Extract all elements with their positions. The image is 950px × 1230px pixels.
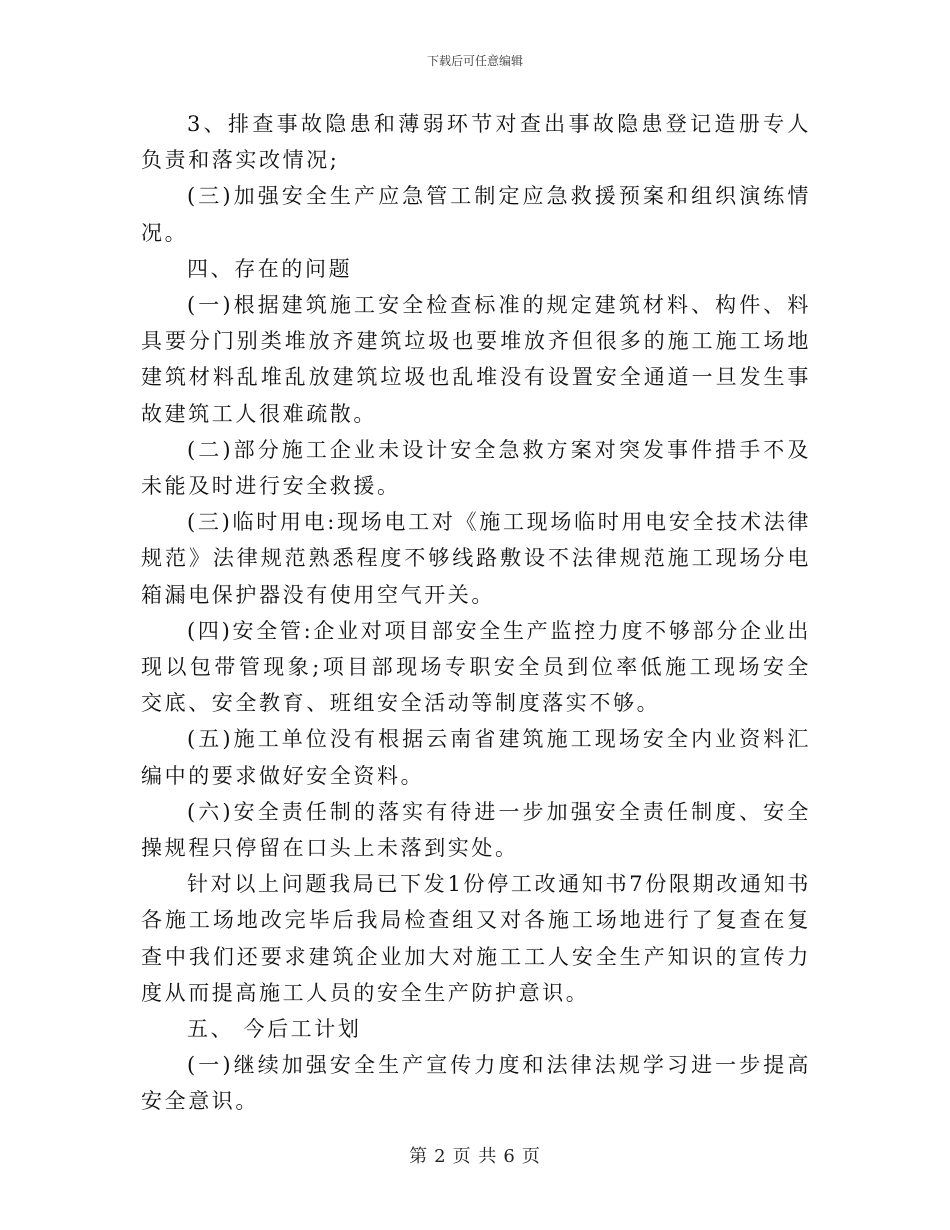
- paragraph-4: (二)部分施工企业未设计安全急救方案对突发事件措手不及未能及时进行安全救援。: [141, 437, 811, 499]
- total-pages: 6: [503, 1146, 516, 1167]
- page-footer: [0, 1142, 950, 1168]
- paragraph-3: (一)根据建筑施工安全检查标准的规定建筑材料、构件、料具要分门别类堆放齐建筑垃圾也要堆放齐但很多的施工施工场地建筑材料乱堆乱放建筑垃圾也乱堆没有设置安全通道一旦发生事故建筑工人很难疏散。: [141, 293, 811, 426]
- paragraph-7: (五)施工单位没有根据云南省建筑施工现场安全内业资料汇编中的要求做好安全资料。: [141, 727, 811, 788]
- section-heading-4: 四、存在的问题: [187, 256, 353, 281]
- paragraph-6: (四)安全管:企业对项目部安全生产监控力度不够部分企业出现以包带管现象;项目部现场专职安全员到位率低施工现场安全交底、安全教育、班组安全活动等制度落实不够。: [141, 618, 811, 716]
- paragraph-8: (六)安全责任制的落实有待进一步加强安全责任制度、安全操规程只停留在口头上未落到实处。: [141, 799, 811, 861]
- paragraph-1: 3、排查事故隐患和薄弱环节对查出事故隐患登记造册专人负责和落实改情况;: [141, 112, 811, 173]
- footer-suffix: 页: [521, 1146, 541, 1167]
- paragraph-2: (三)加强安全生产应急管工制定应急救援预案和组织演练情况。: [141, 184, 811, 245]
- page-number: 2: [434, 1146, 447, 1167]
- paragraph-5: (三)临时用电:现场电工对《施工现场临时用电安全技术法律规范》法律规范熟悉程度不够线路敷设不法律规范施工现场分电箱漏电保护器没有使用空气开关。: [141, 510, 811, 607]
- document-body: [141, 106, 811, 1120]
- footer-prefix: 第: [409, 1146, 429, 1167]
- paragraph-9: 针对以上问题我局已下发1份停工改通知书7份限期改通知书各施工场地改完毕后我局检查组又对各施工场地进行了复查在复查中我们还要求建筑企业加大对施工工人安全生产知识的宣传力度从而提高施工人员的安全生产防护意识。: [141, 872, 811, 1005]
- footer-middle: 页 共: [452, 1146, 498, 1167]
- page-header: 下载后可任意编辑: [426, 54, 523, 68]
- paragraph-10: (一)继续加强安全生产宣传力度和法律法规学习进一步提高安全意识。: [141, 1053, 811, 1114]
- section-heading-5: 五、 今后工计划: [187, 1017, 362, 1042]
